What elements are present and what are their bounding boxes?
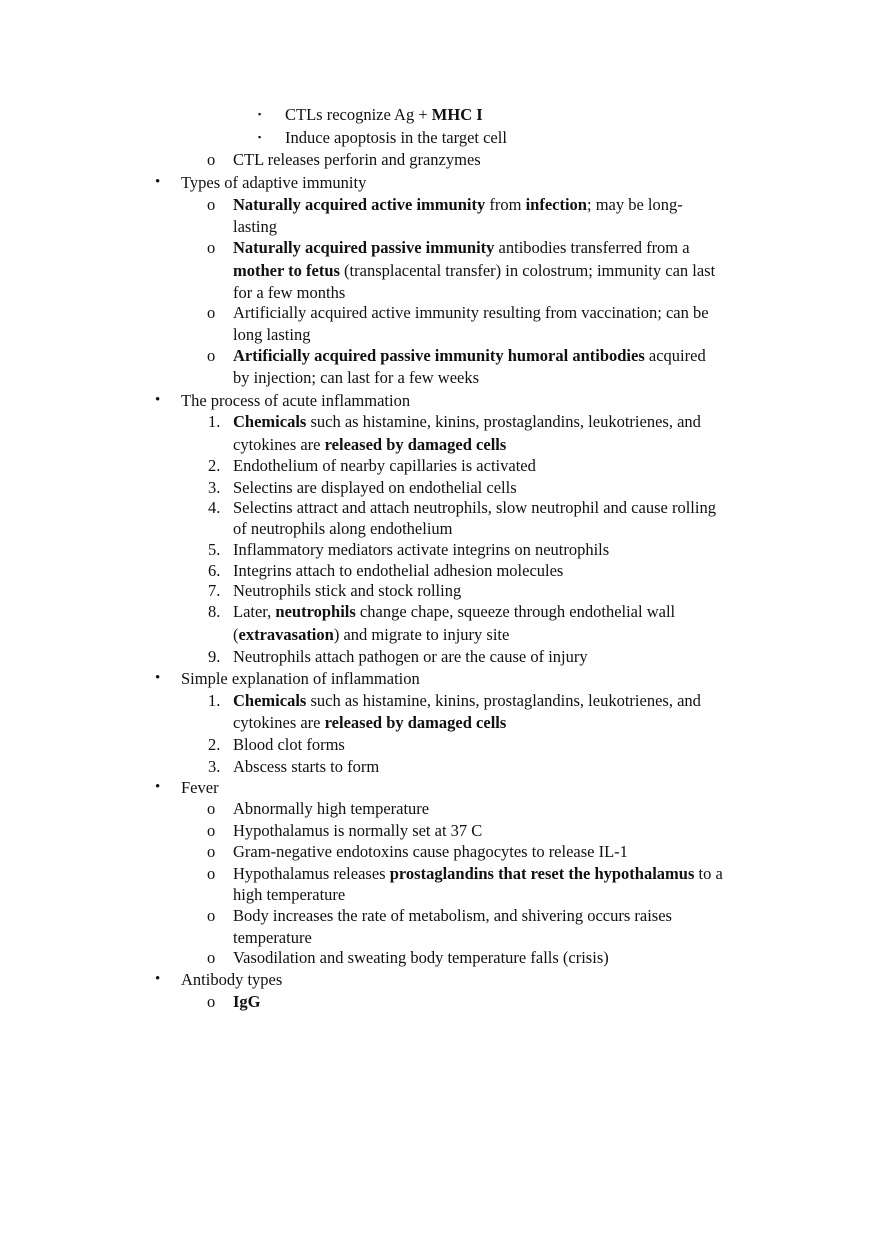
text: cytokines are (233, 713, 325, 732)
list-item-continuation: for a few months (233, 283, 346, 302)
list-item: CTL releases perforin and granzymes (233, 150, 481, 169)
circle-bullet-icon: o (207, 150, 216, 169)
section-heading: Antibody types (181, 970, 283, 989)
list-item-continuation (233, 434, 506, 455)
bold-text: infection (525, 195, 587, 214)
list-item-continuation: by injection; can last for a few weeks (233, 368, 480, 387)
bold-text: released by damaged cells (324, 435, 507, 454)
bullet-icon: • (155, 779, 161, 795)
list-item-continuation (233, 712, 506, 733)
bold-text: mother to fetus (233, 261, 340, 280)
bold-text: Chemicals (233, 691, 307, 710)
list-item (233, 345, 706, 366)
circle-bullet-icon: o (207, 906, 216, 925)
list-item (233, 194, 683, 215)
text: Later, (233, 602, 276, 621)
list-item-continuation: long lasting (233, 325, 311, 344)
text: ( (233, 625, 239, 644)
bold-text: neutrophils (275, 602, 356, 621)
list-item: Vasodilation and sweating body temperature falls (crisis) (233, 948, 609, 967)
list-item: Integrins attach to endothelial adhesion molecules (233, 561, 564, 580)
list-item: Inflammatory mediators activate integrins on neutrophils (233, 540, 610, 559)
list-number: 6. (208, 561, 221, 580)
text: ; may be long- (586, 195, 683, 214)
list-number: 7. (208, 581, 221, 600)
circle-bullet-icon: o (207, 799, 216, 818)
bold-text: Artificially acquired passive immunity humoral antibodies (233, 346, 645, 365)
bold-text: released by damaged cells (324, 713, 507, 732)
list-item-continuation: of neutrophils along endothelium (233, 519, 453, 538)
circle-bullet-icon: o (207, 992, 216, 1011)
list-item: Artificially acquired active immunity resulting from vaccination; can be (233, 303, 709, 322)
circle-bullet-icon: o (207, 842, 216, 861)
section-heading: Types of adaptive immunity (181, 173, 367, 192)
list-number: 5. (208, 540, 221, 559)
text: Hypothalamus releases (233, 864, 390, 883)
list-item (233, 237, 690, 258)
circle-bullet-icon: o (207, 864, 216, 883)
list-number: 9. (208, 647, 221, 666)
square-bullet-icon: ▪ (258, 132, 262, 142)
list-number: 3. (208, 757, 221, 776)
text: (transplacental transfer) in colostrum; immunity can last (339, 261, 716, 280)
bold-text: extravasation (238, 625, 334, 644)
list-item: Blood clot forms (233, 735, 345, 754)
list-item: Neutrophils attach pathogen or are the cause of injury (233, 647, 588, 666)
text: antibodies transferred from a (494, 238, 690, 257)
circle-bullet-icon: o (207, 303, 216, 322)
list-item-continuation: high temperature (233, 885, 346, 904)
text: such as histamine, kinins, prostaglandins, leukotrienes, and (306, 412, 701, 431)
list-item: Abscess starts to form (233, 757, 380, 776)
circle-bullet-icon: o (207, 195, 216, 214)
text: CTLs recognize Ag + (285, 105, 432, 124)
list-item (233, 690, 701, 711)
list-item: Hypothalamus is normally set at 37 C (233, 821, 483, 840)
list-item (233, 411, 701, 432)
list-item-continuation: temperature (233, 928, 312, 947)
text: cytokines are (233, 435, 325, 454)
list-item: Body increases the rate of metabolism, and shivering occurs raises (233, 906, 672, 925)
list-number: 4. (208, 498, 221, 517)
square-bullet-icon: ▪ (258, 109, 262, 119)
text: to a (694, 864, 723, 883)
text: such as histamine, kinins, prostaglandins, leukotrienes, and (306, 691, 701, 710)
list-number: 2. (208, 456, 221, 475)
list-item (285, 104, 483, 125)
list-item: Selectins attract and attach neutrophils, slow neutrophil and cause rolling (233, 498, 716, 517)
bold-text: Naturally acquired passive immunity (233, 238, 495, 257)
section-heading: Simple explanation of inflammation (181, 669, 420, 688)
bold-text: Naturally acquired active immunity (233, 195, 486, 214)
text: ) and migrate to injury site (333, 625, 510, 644)
list-item: Induce apoptosis in the target cell (285, 128, 507, 147)
list-item: Abnormally high temperature (233, 799, 430, 818)
circle-bullet-icon: o (207, 238, 216, 257)
circle-bullet-icon: o (207, 948, 216, 967)
text: from (485, 195, 526, 214)
bold-text: MHC I (431, 105, 483, 124)
bold-text: prostaglandins that reset the hypothalamus (389, 864, 695, 883)
text: acquired (644, 346, 706, 365)
list-item: Selectins are displayed on endothelial cells (233, 478, 517, 497)
list-item (233, 601, 675, 622)
text: change chape, squeeze through endothelial wall (355, 602, 676, 621)
list-item: Endothelium of nearby capillaries is activated (233, 456, 536, 475)
list-number: 2. (208, 735, 221, 754)
bullet-icon: • (155, 971, 161, 987)
circle-bullet-icon: o (207, 821, 216, 840)
circle-bullet-icon: o (207, 346, 216, 365)
list-number: 1. (208, 691, 221, 710)
list-number: 8. (208, 602, 221, 621)
bold-text: Chemicals (233, 412, 307, 431)
list-item-continuation (233, 260, 715, 281)
list-item-continuation: lasting (233, 217, 277, 236)
list-item: IgG (233, 992, 261, 1011)
list-number: 1. (208, 412, 221, 431)
list-item: Gram-negative endotoxins cause phagocytes to release IL-1 (233, 842, 628, 861)
section-heading: Fever (181, 778, 219, 797)
list-item-continuation (233, 624, 509, 645)
list-item: Neutrophils stick and stock rolling (233, 581, 462, 600)
bullet-icon: • (155, 174, 161, 190)
list-number: 3. (208, 478, 221, 497)
bullet-icon: • (155, 392, 161, 408)
list-item (233, 863, 723, 884)
bullet-icon: • (155, 670, 161, 686)
section-heading: The process of acute inflammation (181, 391, 411, 410)
